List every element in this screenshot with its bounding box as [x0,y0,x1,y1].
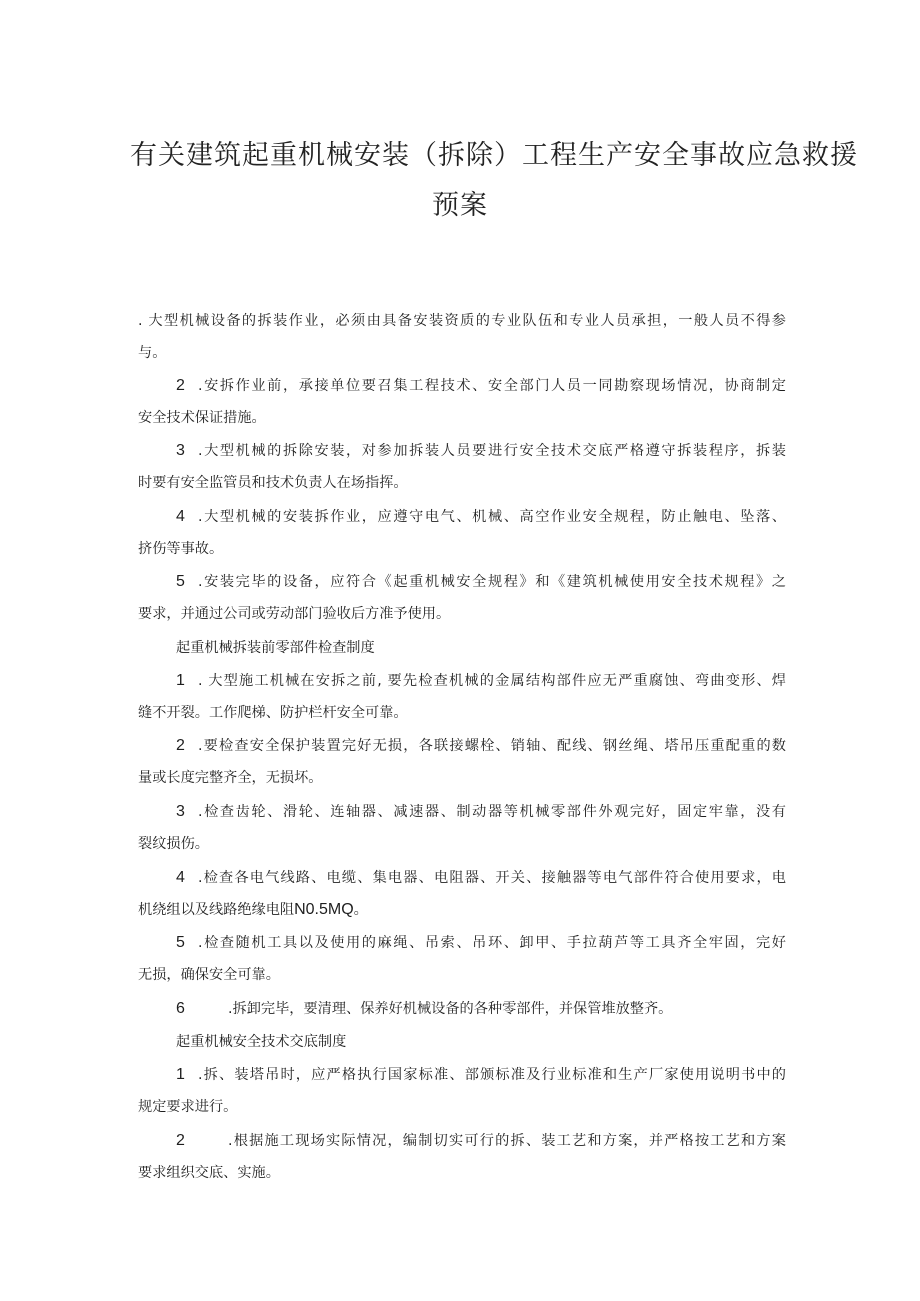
paragraph-s1-3 [138,435,786,499]
text-line: 与。 [138,345,167,361]
text-line [138,370,786,402]
item-text: .要检查安全保护装置完好无损，各联接螺栓、销轴、配线、钢丝绳、塔吊压重配重的数 [198,738,786,754]
text-line [138,1125,786,1157]
text-line: . 大型机械设备的拆装作业，必须由具备安装资质的专业队伍和专业人员承担，一般人员不得参 [138,313,786,329]
text-line: 规定要求进行。 [138,1099,238,1115]
item-text: .安拆作业前，承接单位要召集工程技术、安全部门人员一同勘察现场情况，协商制定 [198,378,786,394]
text-line: 量或长度完整齐全，无损坏。 [138,770,323,786]
item-number: 5 [176,934,185,951]
item-text: .拆、装塔吊时，应严格执行国家标准、部颁标准及行业标准和生产厂家使用说明书中的 [198,1067,786,1083]
item-text: .检查各电气线路、电缆、集电器、电阻器、开关、接触器等电气部件符合使用要求，电 [198,870,786,886]
text-line [138,665,786,697]
item-text: .安装完毕的设备，应符合《起重机械安全规程》和《建筑机械使用安全技术规程》之 [198,574,786,590]
text-line: 挤伤等事故。 [138,541,224,557]
resistance-value: N0.5MQ [294,901,354,918]
item-text: 机绕组以及线路绝缘电阻 [138,902,295,918]
text-line: 要求组织交底、实施。 [138,1165,280,1181]
item-number: 6 [176,1000,185,1017]
text-line [138,894,786,926]
text-line: 无损，确保安全可靠。 [138,967,280,983]
section-heading-inspection: 起重机械拆装前零部件检查制度 [176,640,375,656]
paragraph-s1-1 [138,305,786,369]
section-heading-briefing: 起重机械安全技术交底制度 [176,1034,347,1050]
item-text: .检查随机工具以及使用的麻绳、吊索、吊环、卸甲、手拉葫芦等工具齐全牢固，完好 [198,935,786,951]
text-line [138,1059,786,1091]
paragraph-s3-2 [138,1125,786,1189]
text-line [138,796,786,828]
text-line: 要求，并通过公司或劳动部门验收后方准予使用。 [138,606,451,622]
item-text: .大型机械的拆除安装，对参加拆装人员要进行安全技术交底严格遵守拆装程序，拆装 [198,443,786,459]
item-number: 1 [176,1066,185,1083]
item-number: 4 [176,869,185,886]
item-number: 3 [176,803,185,820]
item-number: 2 [176,1132,185,1149]
text-line [138,927,786,959]
item-text: .根据施工现场实际情况，编制切实可行的拆、装工艺和方案，并严格按工艺和方案 [228,1133,786,1149]
document-title-line1: 有关建筑起重机械安装（拆除）工程生产安全事故应急救援 [130,140,858,171]
item-text: .拆卸完毕，要清理、保养好机械设备的各种零部件，并保管堆放整齐。 [228,1001,673,1017]
paragraph-s2-6 [138,993,786,1025]
text-line: 裂纹损伤。 [138,836,209,852]
text-line [138,993,786,1025]
text-line: 时要有安全监管员和技术负责人在场指挥。 [138,475,408,491]
paragraph-s1-5 [138,566,786,630]
text-line [138,501,786,533]
item-text: .大型机械的安装拆作业，应遵守电气、机械、高空作业安全规程，防止触电、坠落、 [198,509,786,525]
text-line [138,435,786,467]
paragraph-s3-1 [138,1059,786,1123]
item-number: 4 [176,508,185,525]
item-number: 2 [176,737,185,754]
item-text: .检查齿轮、滑轮、连轴器、减速器、制动器等机械零部件外观完好，固定牢靠，没有 [198,804,786,820]
paragraph-s2-1 [138,665,786,729]
item-number: 3 [176,442,185,459]
paragraph-s2-4 [138,862,786,926]
item-number: 1 [176,672,185,689]
paragraph-s2-2 [138,730,786,794]
item-text: . 大型施工机械在安拆之前, 要先检查机械的金属结构部件应无严重腐蚀、弯曲变形、焊 [198,673,786,689]
item-number: 2 [176,377,185,394]
paragraph-s2-5 [138,927,786,991]
paragraph-s2-3 [138,796,786,860]
text-line [138,730,786,762]
text-line: 安全技术保证措施。 [138,410,266,426]
item-text: 。 [353,902,368,918]
text-line: 缝不开裂。工作爬梯、防护栏杆安全可靠。 [138,705,408,721]
document-title-line2: 预案 [432,190,488,221]
text-line [138,566,786,598]
paragraph-s1-2 [138,370,786,434]
text-line [138,862,786,894]
paragraph-s1-4 [138,501,786,565]
item-number: 5 [176,573,185,590]
